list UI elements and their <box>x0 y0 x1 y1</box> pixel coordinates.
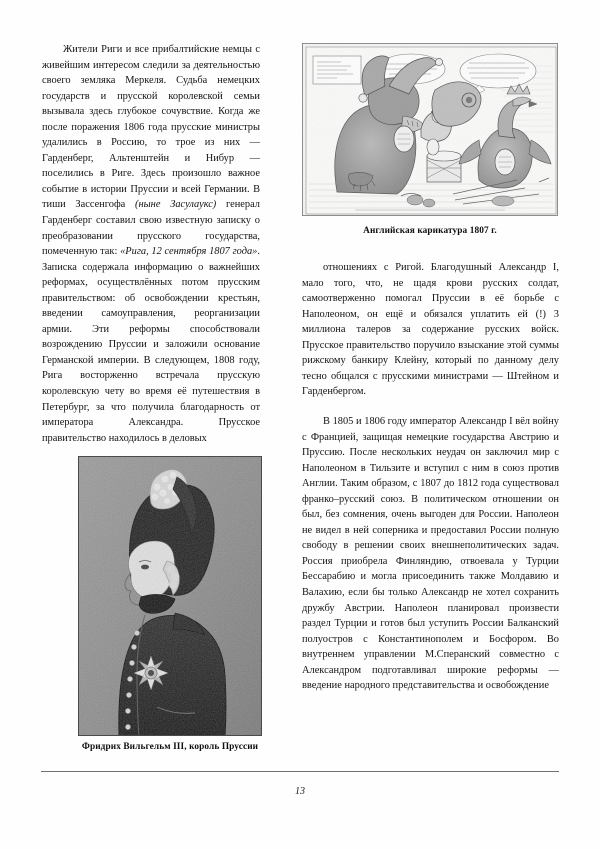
paragraph-right-continued: отношениях с Ригой. Благодушный Александр I, мало того, что, не щадя крови русских солдат, самоотверженно помогал Пруссии в её борьбе с Наполеоном, он ещё и обязался уплатить ей (!) 3 миллиона талеров за содержание русских войск. Прусское правительство поручило взыскание этой суммы рижскому банкиру Клейну, который по данному делу тесно общался с прусскими министрами — Штейном и Гарденбергом. <box>302 262 559 398</box>
left-text-column <box>42 42 260 446</box>
page-number: 13 <box>295 786 305 797</box>
footer-rule <box>41 771 559 772</box>
caricature-frame <box>302 43 558 216</box>
portrait-illustration <box>79 457 262 736</box>
caricature-illustration <box>303 44 558 216</box>
figure-friedrich-wilhelm-portrait <box>78 456 262 736</box>
right-text-column-top <box>302 260 559 400</box>
caption-english-caricature: Английская карикатура 1807 г. <box>363 226 497 236</box>
italic-phrase-zasulauks: (ныне Засулаукс) <box>135 199 217 211</box>
portrait-frame <box>78 456 262 736</box>
paragraph-right-2: В 1805 и 1806 году император Александр I вёл войну с Францией, защищая немецкие государства Австрию и Пруссию. После нескольких неудач он заключил мир с Наполеоном в Тильзите и вступил с ним в союз против Англии. Таким образом, с 1807 до 1812 года существовал франко–русский союз. В политическом отношении он был, без сомнения, очень выгоден для России. Наполеон не видел в ней соперника и предоставил России полную свободу в решении своих внешнеполитических задач. Россия приобрела Финляндию, отвоевала у Турции Бессарабию и могла присоединить также Молдавию и Валахию, если бы только Александр не хотел сохранить дружбу Австрии. Наполеон планировал произвести раздел Турции и готов был уступить России Балканский полуостров с Константинополем и Босфором. Во внутреннем управлении М.Сперанский совместно с Александром подготавливал широкие реформы — введение народного представительства и освобождение <box>302 416 559 692</box>
paragraph-left-1-segment-b: генерал Гарденберг составил свою известную записку о преобразовании прусского государства, помеченную так: <box>42 199 260 258</box>
paragraph-left-1 <box>42 42 260 446</box>
italic-phrase-riga-date: «Рига, 12 сентября 1807 года» <box>120 246 258 258</box>
caption-friedrich-wilhelm-portrait: Фридрих Вильгельм III, король Пруссии <box>81 742 259 752</box>
right-text-column-bottom <box>302 414 559 694</box>
paragraph-left-1-segment-a: Жители Риги и все прибалтийские немцы с живейшим интересом следили за деятельностью своего земляка Меркеля. Судьба немецких государств и прусской королевской семьи вызывала здесь глубокое сочувствие. Когда же после поражения 1806 года прусские министры удалились в Россию, то трое из них — Гарденберг, Альтенштейн и Нибур — поселились в Риге. Здесь произошло важное событие в истории Пруссии и всей Германии. В тиши Зассенгофа <box>42 44 260 211</box>
figure-english-caricature <box>302 43 558 216</box>
paragraph-left-1-segment-c: . Записка содержала информацию о важнейших реформах, осуществлённых потом прусским правительством: об освобождении крестьян, введении самоуправления, реорганизации армии. Эти реформы способствовали возрождению Пруссии и заложили основание Германской империи. В следующем, 1808 году, Рига восторженно встречала прусскую королевскую чету во время её путешествия в Петербург, за что получила благодарность от императора Александра. Прусское правительство находилось в деловых <box>42 246 260 444</box>
